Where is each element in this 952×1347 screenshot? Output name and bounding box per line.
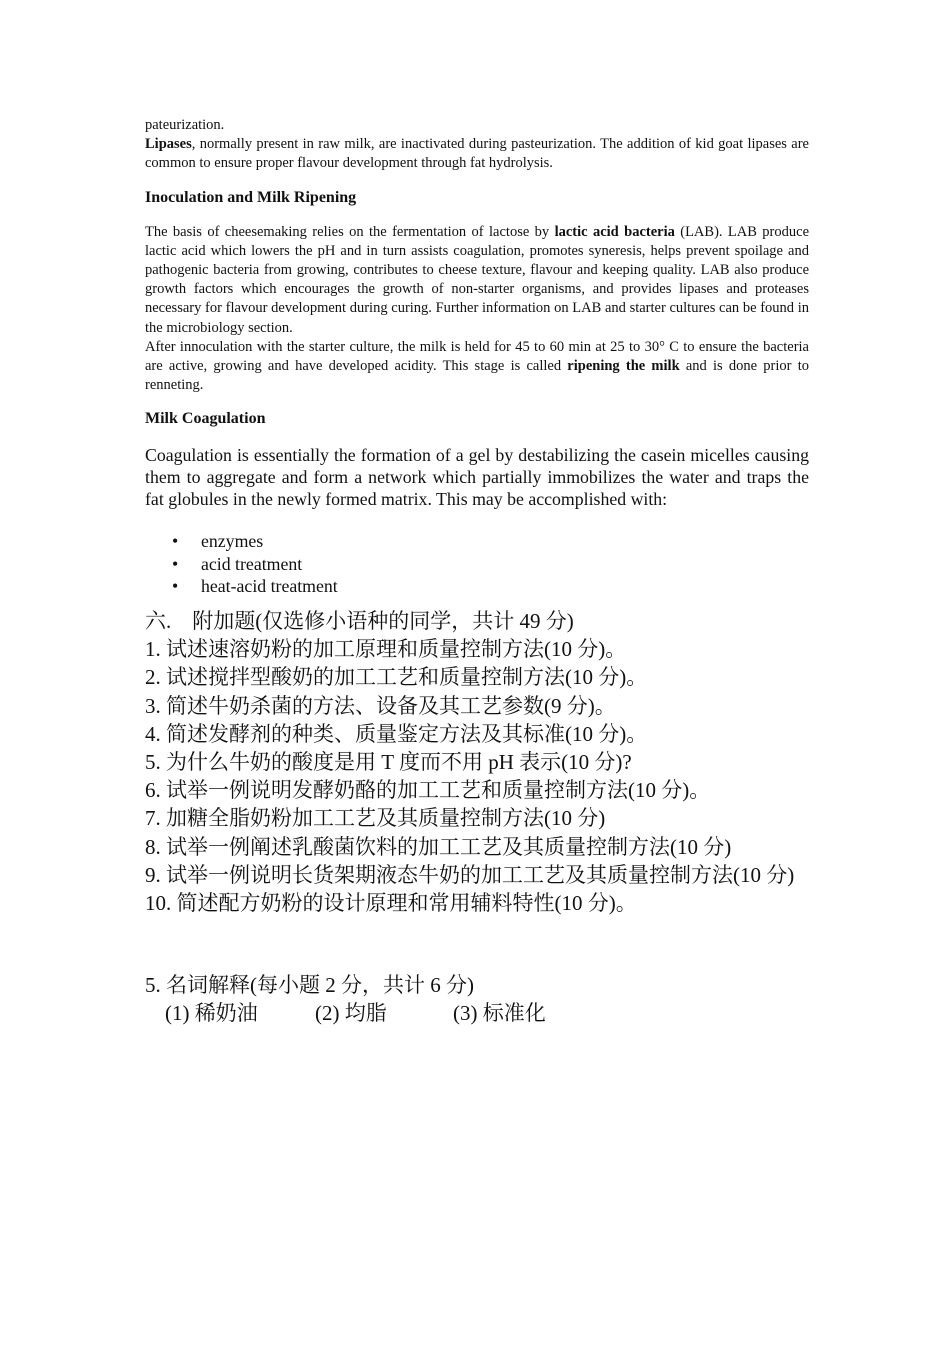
list-item: • heat-acid treatment [201,575,809,598]
inoculation-paragraph-2 [145,338,809,396]
coagulation-method-list [145,530,809,598]
terms-title: 5. 名词解释(每小题 2 分，共计 6 分) [145,973,474,998]
lipases-text: , normally present in raw milk, are inactivated during pasteurization. The addition of kid goat lipases are common to ensure proper flavour development through fat hydrolysis. [145,136,809,172]
extra-questions-title: 六. 附加题(仅选修小语种的同学，共计 49 分) [145,608,574,633]
term-item: (1) 稀奶油 [165,1001,258,1026]
p2-bold: ripening the milk [567,358,680,375]
terms-section [145,971,809,1027]
extra-questions-section [145,607,809,917]
lipases-term: Lipases [145,136,192,153]
question-item: 1. 试述速溶奶粉的加工原理和质量控制方法(10 分)。 [145,637,627,662]
question-item: 4. 简述发酵剂的种类、质量鉴定方法及其标准(10 分)。 [145,721,648,746]
p1-bold: lactic acid bacteria [554,223,675,240]
question-item: 3. 简述牛奶杀菌的方法、设备及其工艺参数(9 分)。 [145,693,616,718]
question-item: 9. 试举一例说明长货架期液态牛奶的加工工艺及其质量控制方法(10 分) [145,862,795,887]
p1-after: (LAB). LAB produce lactic acid which lowers the pH and in turn assists coagulation, promotes syneresis, helps prevent spoilage and pathogenic bacteria from growing, contributes to cheese texture, flavour and keeping quality. LAB also produce growth factors which encourages the growth of non-starter organisms, and provides lipases and proteases necessary for flavour development during curing. Further information on LAB and starter cultures can be found in the microbiology section. [145,223,810,336]
coagulation-heading: Milk Coagulation [145,410,266,428]
question-item: 8. 试举一例阐述乳酸菌饮料的加工工艺及其质量控制方法(10 分) [145,834,732,859]
inoculation-heading: Inoculation and Milk Ripening [145,188,357,206]
question-item: 7. 加糖全脂奶粉加工工艺及其质量控制方法(10 分) [145,806,606,831]
p1-before: The basis of cheesemaking relies on the fermentation of lactose by [145,223,555,240]
prev-line: pateurization. [145,117,225,133]
terms-row [145,999,809,1027]
question-item: 5. 为什么牛奶的酸度是用 T 度而不用 pH 表示(10 分)? [145,749,632,774]
term-item: (3) 标准化 [453,1001,546,1026]
inoculation-paragraph-1 [145,223,809,338]
question-item: 6. 试举一例说明发酵奶酪的加工工艺和质量控制方法(10 分)。 [145,778,711,803]
document-page [145,116,809,1027]
list-item: • enzymes [201,530,809,553]
question-item: 10. 简述配方奶粉的设计原理和常用辅料特性(10 分)。 [145,890,637,915]
question-item: 2. 试述搅拌型酸奶的加工工艺和质量控制方法(10 分)。 [145,665,648,690]
list-item: • acid treatment [201,553,809,576]
p2-before: After innoculation with the starter culture, the milk is held for 45 to 60 min at 25 to 30° C to ensure the bacteria are active, growing and have developed acidity. This stage is called [145,338,809,375]
term-item: (2) 均脂 [315,1001,387,1026]
lipases-paragraph [145,135,809,173]
coagulation-paragraph: Coagulation is essentially the formation of a gel by destabilizing the casein micelles causing them to aggregate and form a network which partially immobilizes the water and traps the fat globules in the newly formed matrix. This may be accomplished with: [145,445,809,510]
p2-after: and is done prior to renneting. [145,358,809,394]
